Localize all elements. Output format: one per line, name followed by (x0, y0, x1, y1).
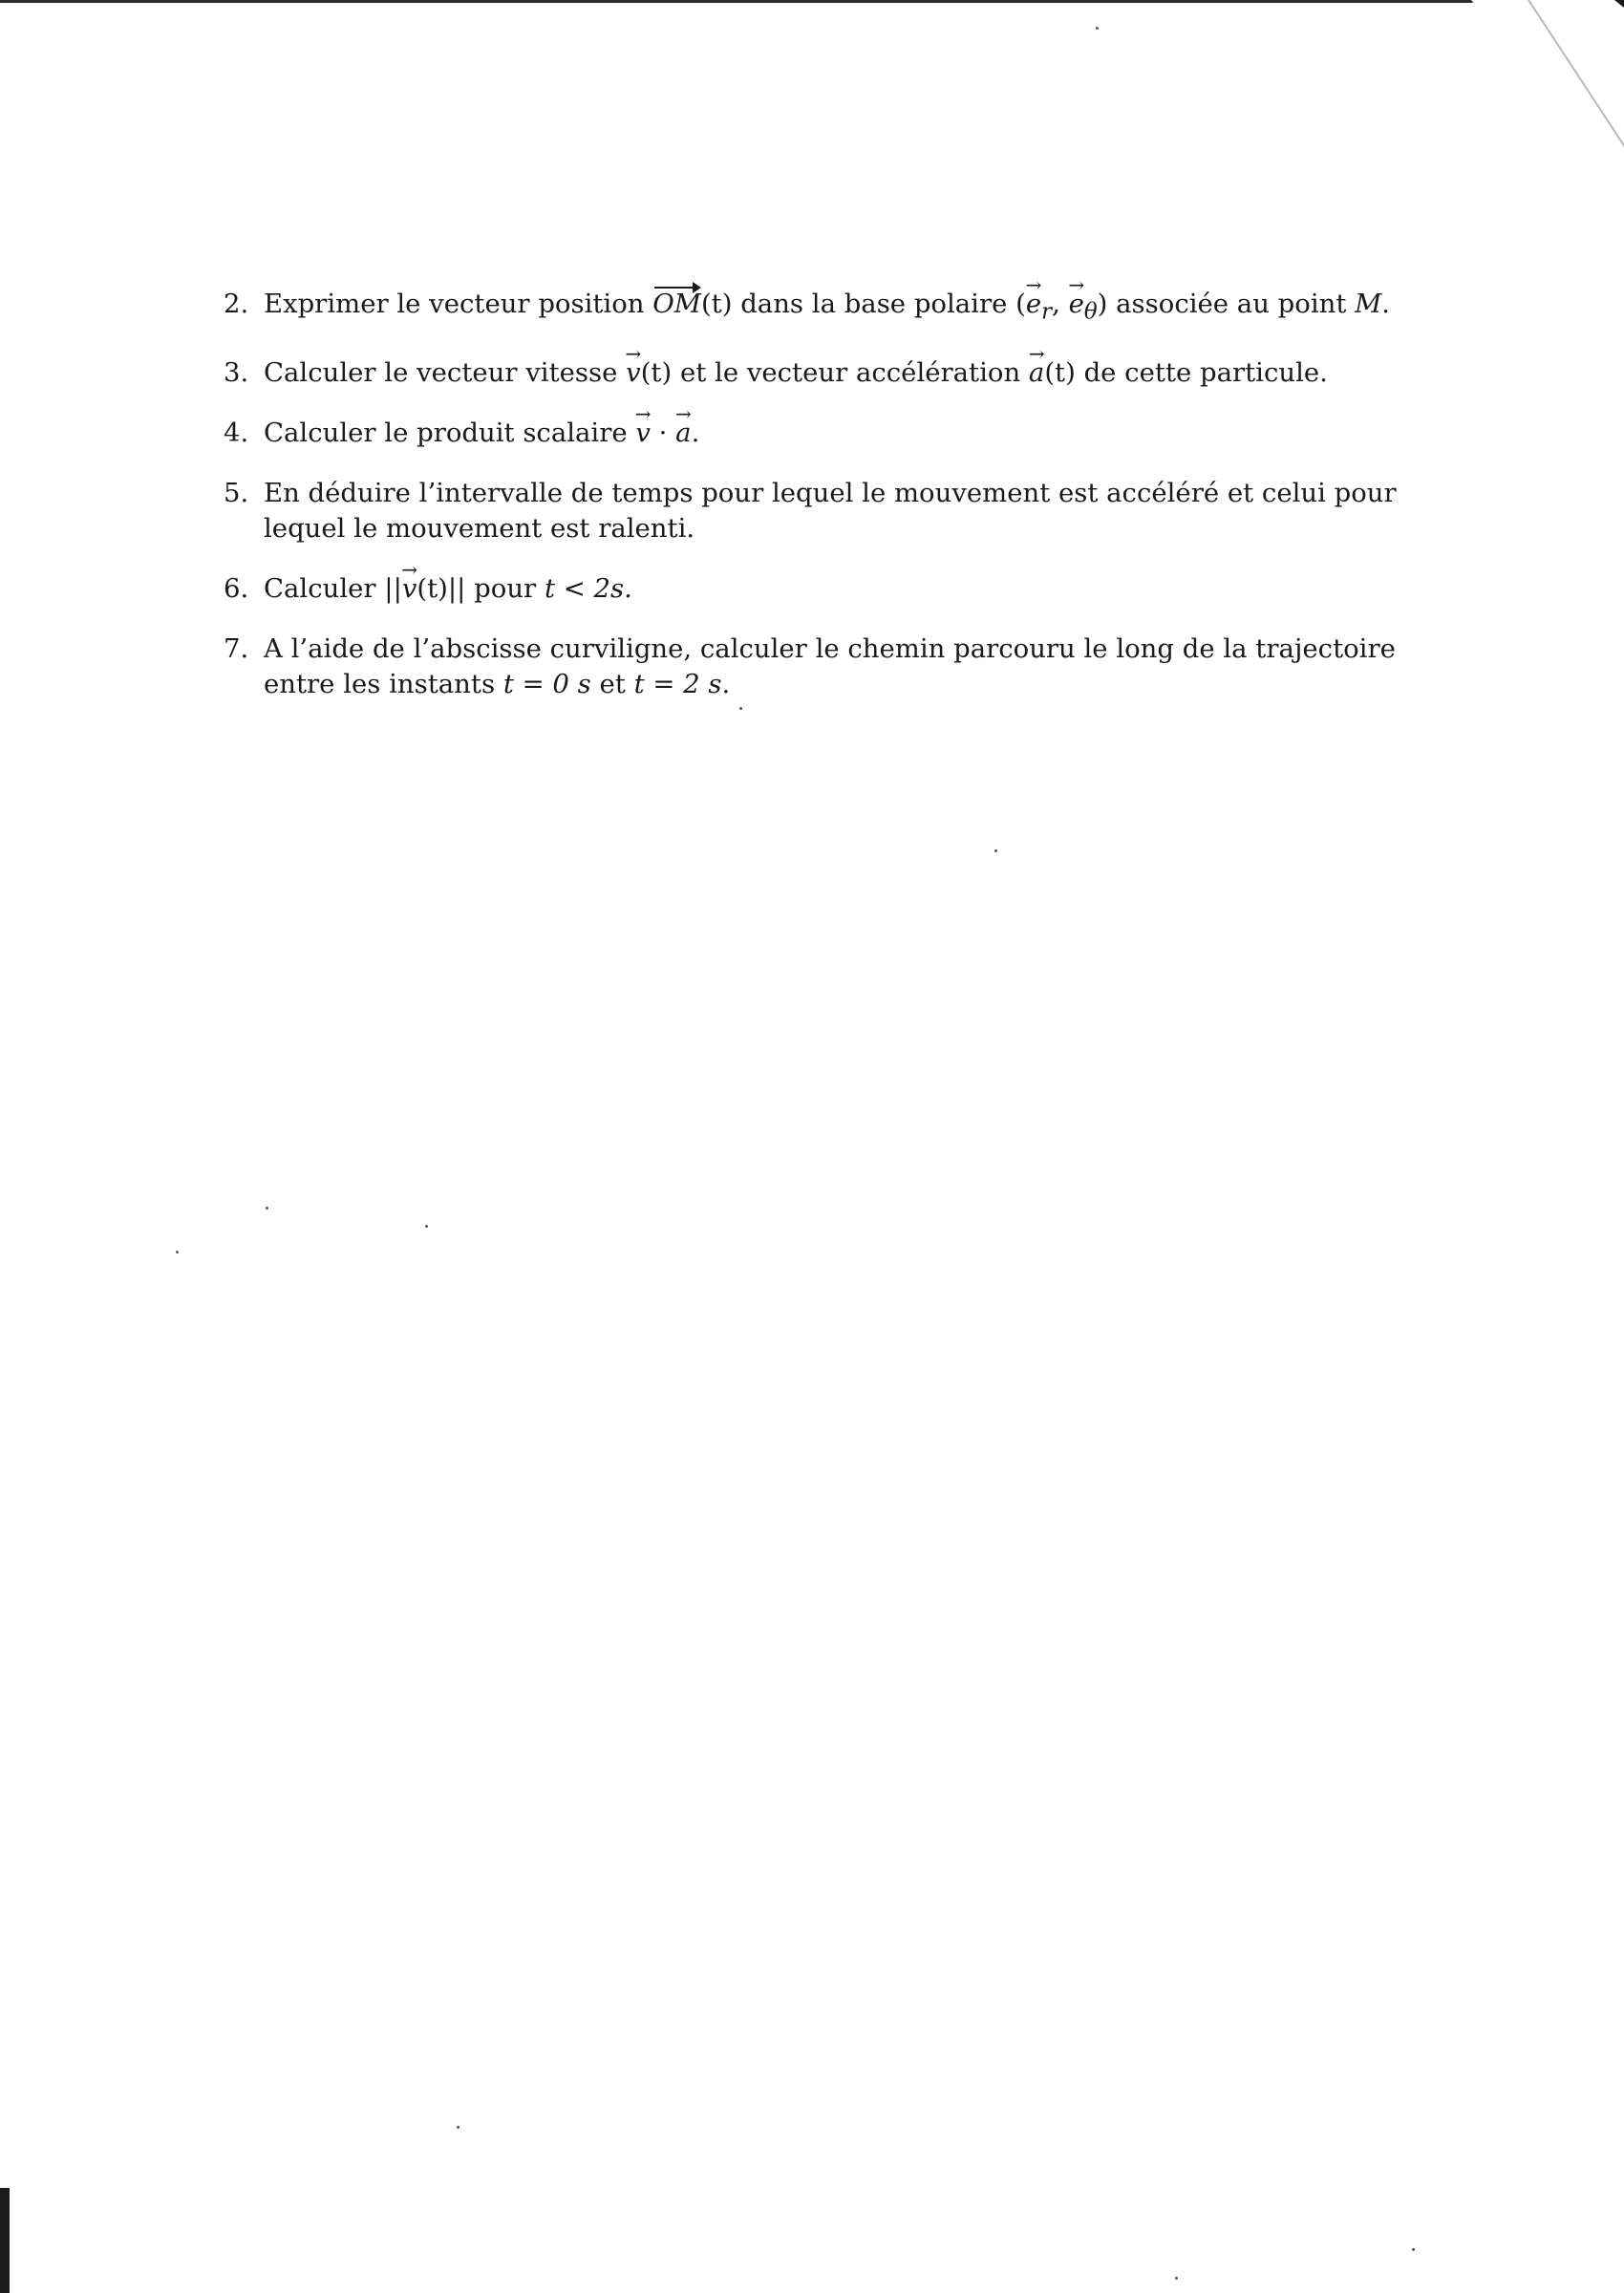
scan-speck (1175, 2277, 1178, 2280)
question-item (224, 476, 1408, 546)
vector-v: v → (626, 355, 641, 391)
question-item (224, 571, 1408, 607)
scan-speck (457, 2126, 459, 2129)
vector-a: a → (675, 416, 691, 451)
scan-speck (1096, 27, 1099, 30)
scan-speck (1412, 2248, 1415, 2251)
question-text: Calculer le vecteur vitesse v →(t) et le vecteur accélération a →(t) de cette particule. (264, 355, 1408, 391)
vector-e-r: e → (1026, 287, 1041, 322)
exercise-question-list (224, 287, 1408, 727)
folded-corner (1471, 0, 1624, 191)
scan-speck (176, 1251, 179, 1254)
question-text: En déduire l’intervalle de temps pour lequel le mouvement est accéléré et celui pour lequel le mouvement est ralenti. (264, 477, 1397, 544)
vector-v: v → (635, 416, 651, 451)
question-text: Exprimer le vecteur position OM(t) dans la base polaire ($e \to_r$, $e \to_\theta$) associée au point M. (264, 287, 1408, 331)
scan-speck (425, 1225, 428, 1228)
question-text: Calculer le produit scalaire v → · a →. (264, 416, 1408, 451)
question-item (224, 416, 1408, 451)
scan-border-left (0, 2188, 10, 2293)
scan-speck (266, 1207, 268, 1210)
question-text: Calculer ||v →(t)|| pour t < 2s. (264, 571, 1408, 607)
question-number: 2. (224, 289, 249, 319)
question-number: 4. (224, 417, 249, 448)
vector-e-theta: e → (1069, 287, 1084, 322)
question-item (224, 287, 1408, 331)
question-text: A l’aide de l’abscisse curviligne, calculer le chemin parcouru le long de la trajectoire entre les instants t = 0 s et t = 2 s. (264, 632, 1396, 699)
question-number: 3. (224, 356, 249, 388)
question-item (224, 632, 1408, 702)
question-number: 5. (224, 477, 249, 508)
question-number: 6. (224, 572, 249, 604)
scan-border-top (0, 0, 1624, 3)
question-number: 7. (224, 632, 249, 664)
vector-v: v → (402, 571, 417, 607)
vector-a: a → (1029, 355, 1044, 391)
vector-om: OM (652, 287, 701, 322)
question-item (224, 355, 1408, 391)
scan-speck (994, 849, 997, 852)
